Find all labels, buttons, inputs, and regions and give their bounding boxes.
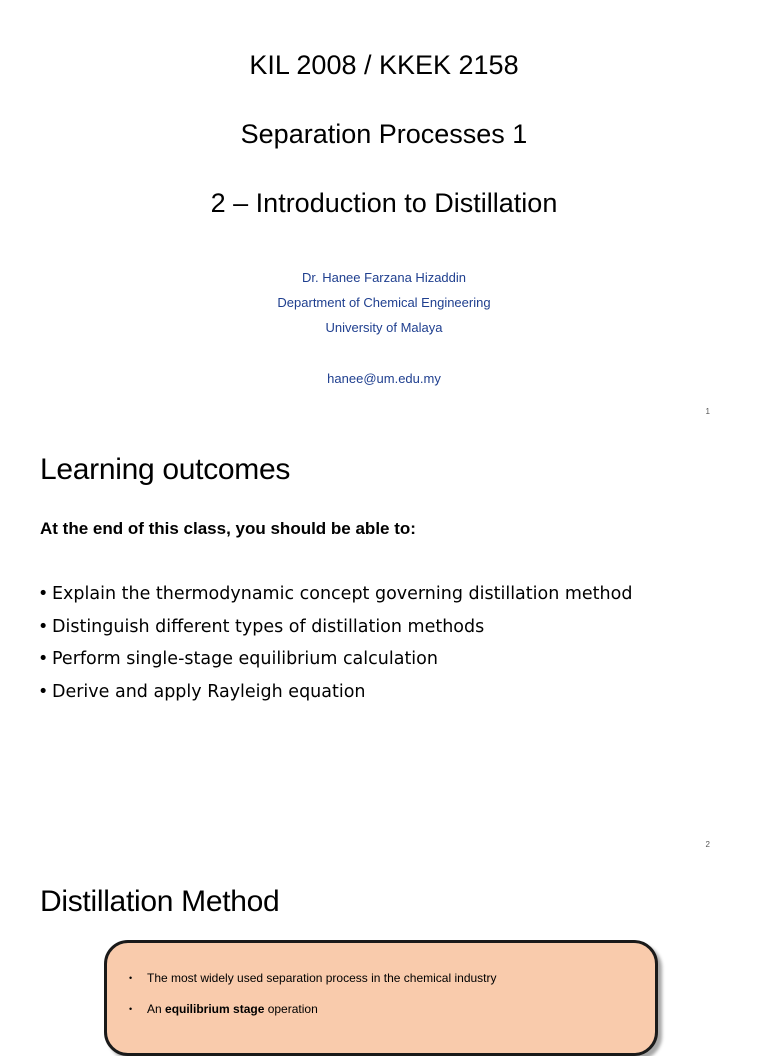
list-item-text-bold: equilibrium stage [165, 1002, 265, 1016]
section-heading: Learning outcomes [40, 453, 291, 486]
list-item [129, 963, 497, 994]
bullet-icon: • [129, 1004, 133, 1014]
course-code: KIL 2008 / KKEK 2158 [249, 50, 519, 80]
list-item-text-suffix: operation [264, 1002, 318, 1016]
list-item [38, 676, 632, 709]
bullet-icon: • [129, 973, 133, 983]
page-number: 1 [705, 407, 710, 416]
intro-text: At the end of this class, you should be able to: [40, 519, 416, 538]
definition-list [129, 963, 497, 1025]
author-department: Department of Chemical Engineering [277, 295, 491, 310]
bullet-icon: • [38, 681, 49, 702]
list-item [38, 611, 632, 644]
list-item-text: Perform single-stage equilibrium calculation [52, 649, 438, 669]
author-email: hanee@um.edu.my [327, 371, 441, 386]
section-heading: Distillation Method [40, 885, 280, 918]
definition-box [104, 940, 658, 1056]
list-item-text: The most widely used separation process in the chemical industry [147, 971, 497, 985]
lecture-title: 2 – Introduction to Distillation [210, 188, 558, 218]
bullet-icon: • [38, 649, 49, 669]
list-item-text: Derive and apply Rayleigh equation [52, 681, 366, 702]
course-title: Separation Processes 1 [240, 119, 528, 149]
author-name: Dr. Hanee Farzana Hizaddin [301, 270, 467, 285]
list-item-text: Explain the thermodynamic concept governing distillation method [52, 584, 633, 604]
list-item [129, 994, 497, 1025]
author-university: University of Malaya [325, 320, 443, 335]
page-number: 2 [705, 840, 710, 849]
list-item-text-prefix: An [147, 1002, 166, 1016]
learning-outcomes-list [38, 578, 632, 708]
bullet-icon: • [38, 616, 49, 637]
list-item-text: Distinguish different types of distillation methods [52, 616, 485, 637]
bullet-icon: • [38, 584, 49, 604]
list-item [38, 578, 632, 611]
list-item [38, 643, 632, 676]
